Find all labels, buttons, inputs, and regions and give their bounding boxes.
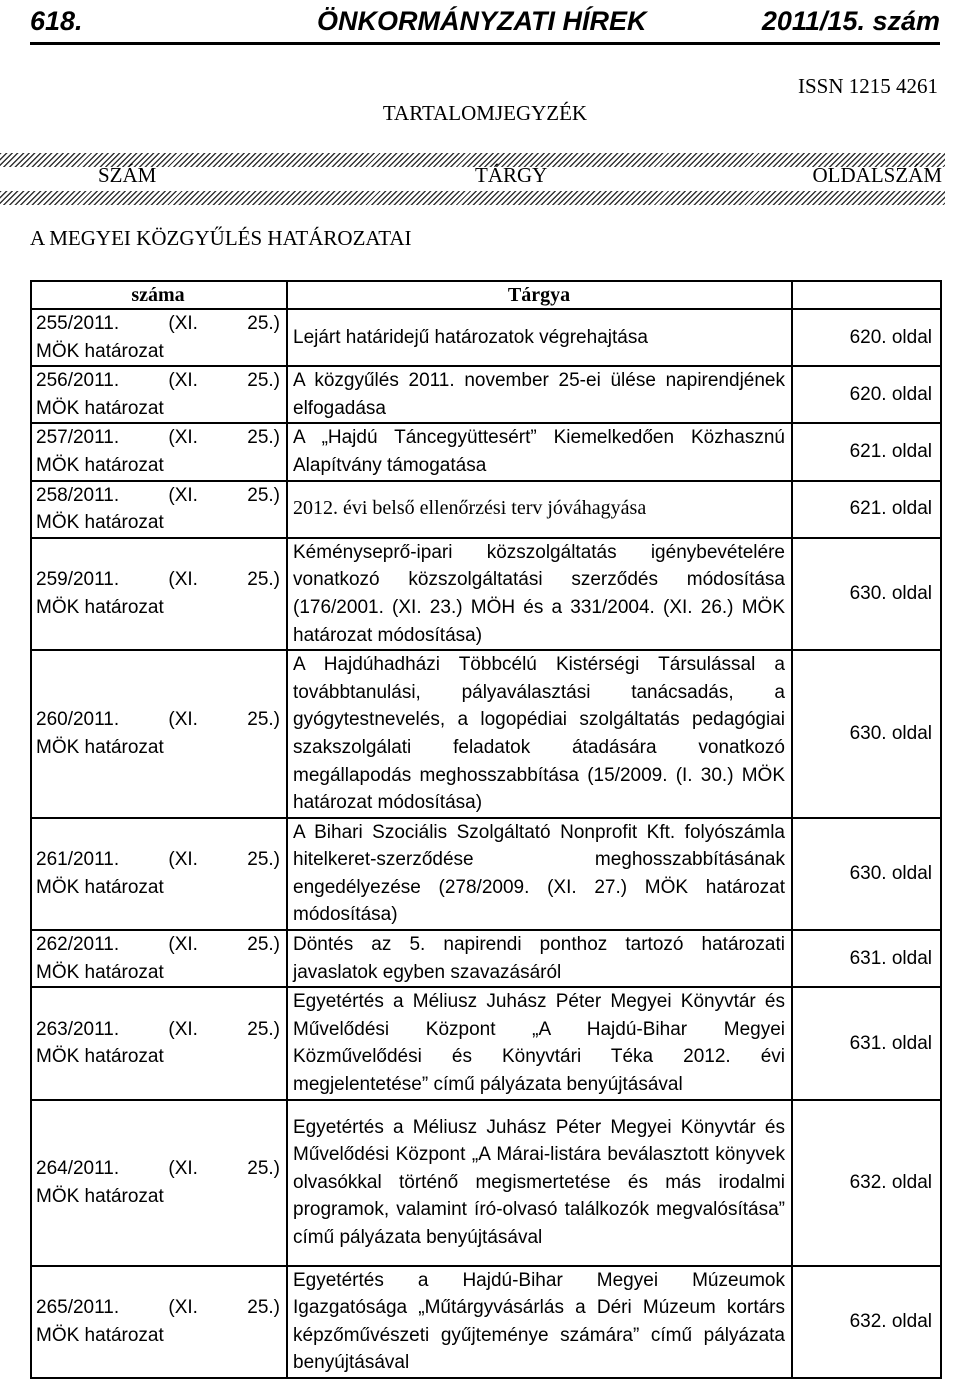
decision-subject bbox=[287, 930, 792, 987]
decision-number-line bbox=[36, 424, 280, 452]
decision-number bbox=[31, 818, 287, 930]
page-reference: 632. oldal bbox=[792, 1100, 941, 1266]
hatch-band-bottom bbox=[0, 191, 945, 205]
decision-subject bbox=[287, 481, 792, 538]
decision-number-part: (XI. bbox=[168, 484, 198, 506]
decision-number-part: (XI. bbox=[168, 1297, 198, 1319]
decision-number-part: 255/2011. bbox=[36, 313, 120, 334]
table-row bbox=[31, 423, 941, 480]
decision-subject bbox=[287, 423, 792, 480]
column-header-number: SZÁM bbox=[98, 163, 157, 187]
decision-number-line bbox=[36, 1155, 280, 1183]
decision-type: MÖK határozat bbox=[36, 876, 164, 898]
decision-number bbox=[31, 987, 287, 1099]
decision-number-part: 25.) bbox=[247, 1018, 280, 1040]
decision-type: MÖK határozat bbox=[36, 961, 164, 983]
decision-number bbox=[31, 1100, 287, 1266]
decision-number-line bbox=[36, 482, 280, 510]
decision-number bbox=[31, 1266, 287, 1378]
decision-number-part: 25.) bbox=[247, 313, 280, 334]
decision-subject bbox=[287, 309, 792, 366]
decision-number-part: 264/2011. bbox=[36, 1158, 120, 1180]
decision-number-part: 25.) bbox=[247, 427, 280, 449]
decision-number-part: 261/2011. bbox=[36, 849, 120, 871]
page-reference: 630. oldal bbox=[792, 650, 941, 818]
table-row bbox=[31, 930, 941, 987]
decision-number-line bbox=[36, 1294, 280, 1322]
table-row bbox=[31, 481, 941, 538]
decision-type: MÖK határozat bbox=[36, 1324, 164, 1346]
decision-number-part: (XI. bbox=[168, 934, 198, 956]
page-header bbox=[30, 4, 940, 40]
page-reference: 630. oldal bbox=[792, 538, 941, 650]
decision-number-line bbox=[36, 931, 280, 959]
decision-number-part: (XI. bbox=[168, 313, 198, 334]
page-number: 618. bbox=[30, 6, 83, 36]
page-reference: 620. oldal bbox=[792, 309, 941, 366]
page-reference: 630. oldal bbox=[792, 818, 941, 930]
decision-subject bbox=[287, 650, 792, 818]
decision-subject bbox=[287, 1100, 792, 1266]
decision-number bbox=[31, 930, 287, 987]
decision-number-part: (XI. bbox=[168, 1018, 198, 1040]
decision-subject bbox=[287, 987, 792, 1099]
decision-subject bbox=[287, 366, 792, 423]
decision-subject bbox=[287, 538, 792, 650]
decision-type: MÖK határozat bbox=[36, 512, 164, 534]
decision-number-part: 25.) bbox=[247, 484, 280, 506]
decision-number-line bbox=[36, 310, 280, 338]
decision-number-part: 25.) bbox=[247, 709, 280, 731]
decision-number-part: (XI. bbox=[168, 1158, 198, 1180]
decision-number-line bbox=[36, 706, 280, 734]
issn: ISSN 1215 4261 bbox=[797, 74, 938, 98]
decision-number bbox=[31, 423, 287, 480]
table-row bbox=[31, 1266, 941, 1378]
page-reference: 621. oldal bbox=[792, 481, 941, 538]
table-header-subject: Tárgya bbox=[287, 281, 792, 309]
decision-type: MÖK határozat bbox=[36, 596, 164, 618]
decision-subject-text: Egyetértés a Méliusz Juhász Péter Megyei Könyvtár és Művelődési Központ „A Márai-listára beválasztott könyvek olvasókkal történő megismertetése és más irodalmi programok, valamint író-olvasó találkozók megvalósítása” című pályázata benyújtásával bbox=[293, 1116, 785, 1249]
page-reference: 632. oldal bbox=[792, 1266, 941, 1378]
page-reference: 620. oldal bbox=[792, 366, 941, 423]
decision-number bbox=[31, 538, 287, 650]
table-row bbox=[31, 987, 941, 1099]
decision-number-part: (XI. bbox=[168, 370, 198, 392]
decision-subject-text: A „Hajdú Táncegyüttesért” Kiemelkedően Közhasznú Alapítvány támogatása bbox=[293, 427, 785, 476]
decision-subject-text: A Bihari Szociális Szolgáltató Nonprofit Kft. folyószámla hitelkeret-szerződése meghosszabbításának engedélyezése (278/2009. (XI. 27.) MÖK határozat módosítása) bbox=[293, 821, 785, 926]
page-reference: 631. oldal bbox=[792, 987, 941, 1099]
page-reference: 621. oldal bbox=[792, 423, 941, 480]
toc-title-text: TARTALOMJEGYZÉK bbox=[382, 101, 588, 125]
table-row bbox=[31, 650, 941, 818]
table-row bbox=[31, 1100, 941, 1266]
decision-number-part: (XI. bbox=[168, 569, 198, 591]
decision-number-part: 260/2011. bbox=[36, 709, 120, 731]
header-rule bbox=[30, 42, 940, 45]
decision-subject-text: A Hajdúhadházi Többcélú Kistérségi Társulással a továbbtanulási, pályaválasztási tanácsadás, a gyógytestnevelés, a logopédiai szolgáltatás pedagógiai szakszolgálati feladatok átadására vonatkozó megállapodás meghosszabbítása (15/2009. (I. 30.) MÖK határozat módosítása) bbox=[293, 654, 785, 814]
decision-number-line bbox=[36, 367, 280, 395]
table-row bbox=[31, 366, 941, 423]
decision-subject-text: Lejárt határidejű határozatok végrehajtása bbox=[293, 326, 648, 348]
decision-number bbox=[31, 481, 287, 538]
decision-subject-text: Döntés az 5. napirendi ponthoz tartozó határozati javaslatok egyben szavazásáról bbox=[293, 934, 785, 983]
decision-subject-text: Egyetértés a Hajdú-Bihar Megyei Múzeumok Igazgatósága „Műtárgyvásárlás a Déri Múzeum kortárs képzőművészeti gyűjteménye számára” című pályázata benyújtásával bbox=[293, 1269, 785, 1374]
decision-type: MÖK határozat bbox=[36, 1046, 164, 1068]
decision-number-part: 25.) bbox=[247, 1158, 280, 1180]
decision-number bbox=[31, 650, 287, 818]
decision-subject bbox=[287, 818, 792, 930]
table-row bbox=[31, 538, 941, 650]
decision-type: MÖK határozat bbox=[36, 1185, 164, 1207]
table-header-page bbox=[792, 281, 941, 309]
decision-number-part: 25.) bbox=[247, 569, 280, 591]
decision-number-part: 265/2011. bbox=[36, 1297, 120, 1319]
decision-number-part: 257/2011. bbox=[36, 427, 120, 449]
decision-number-part: (XI. bbox=[168, 709, 198, 731]
decision-number-part: 259/2011. bbox=[36, 569, 120, 591]
decision-number-part: 25.) bbox=[247, 849, 280, 871]
decision-number bbox=[31, 366, 287, 423]
issue-number: 2011/15. szám bbox=[761, 6, 940, 36]
decision-type: MÖK határozat bbox=[36, 454, 164, 476]
decision-number-part: 256/2011. bbox=[36, 370, 120, 392]
table-header-row bbox=[31, 281, 941, 309]
decision-number-part: 258/2011. bbox=[36, 484, 120, 506]
decision-number-line bbox=[36, 1016, 280, 1044]
decision-type: MÖK határozat bbox=[36, 736, 164, 758]
decision-number-part: (XI. bbox=[168, 427, 198, 449]
decision-subject-text: A közgyűlés 2011. november 25-ei ülése napirendjének elfogadása bbox=[293, 370, 785, 419]
decision-number-line bbox=[36, 566, 280, 594]
decision-subject-text: Kéményseprő-ipari közszolgáltatás igénybevételére vonatkozó közszolgáltatási szerződés módosítása (176/2001. (XI. 23.) MÖH és a 331/2004. (XI. 26.) MÖK határozat módosítása) bbox=[293, 541, 785, 646]
decision-subject-text: 2012. évi belső ellenőrzési terv jóváhagyása bbox=[293, 497, 647, 520]
decision-number-line bbox=[36, 846, 280, 874]
toc-table bbox=[30, 280, 942, 1379]
page-reference: 631. oldal bbox=[792, 930, 941, 987]
table-row bbox=[31, 309, 941, 366]
decision-number-part: 262/2011. bbox=[36, 934, 120, 956]
decision-number-part: 25.) bbox=[247, 1297, 280, 1319]
decision-type: MÖK határozat bbox=[36, 340, 164, 362]
table-header-number: száma bbox=[31, 281, 287, 309]
decision-subject-text: Egyetértés a Méliusz Juhász Péter Megyei Könyvtár és Művelődési Központ „A Hajdú-Bihar Megyei Közművelődési és Könyvtári Téka 2012. évi megjelentetése” című pályázata benyújtásával bbox=[293, 991, 785, 1096]
section-title: A MEGYEI KÖZGYŰLÉS HATÁROZATAI bbox=[30, 226, 412, 250]
table-row bbox=[31, 818, 941, 930]
toc-title bbox=[0, 101, 960, 126]
column-header-page: OLDALSZÁM bbox=[812, 163, 942, 187]
decision-number-part: 25.) bbox=[247, 370, 280, 392]
decision-number-part: 25.) bbox=[247, 934, 280, 956]
decision-number-part: 263/2011. bbox=[36, 1018, 120, 1040]
decision-type: MÖK határozat bbox=[36, 397, 164, 419]
decision-subject bbox=[287, 1266, 792, 1378]
decision-number-part: (XI. bbox=[168, 849, 198, 871]
decision-number bbox=[31, 309, 287, 366]
publication-title: ÖNKORMÁNYZATI HÍREK bbox=[317, 6, 647, 36]
column-header-subject: TÁRGY bbox=[475, 163, 548, 187]
